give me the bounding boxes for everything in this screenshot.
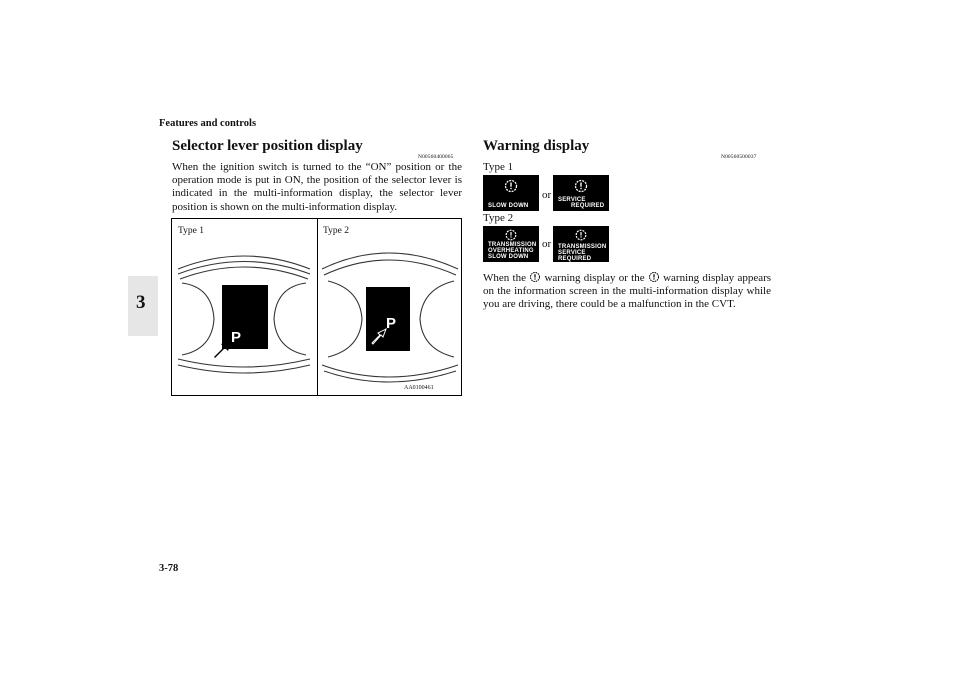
warning-type2-label: Type 2: [483, 212, 514, 224]
warning-code: N00560500037: [721, 154, 757, 160]
gear-warning-icon: [573, 177, 589, 197]
or-text-2: or: [542, 238, 552, 250]
selector-figure: [171, 218, 462, 396]
figure-code: AA0100461: [404, 385, 434, 391]
type2-gear-letter: P: [386, 315, 397, 332]
selector-code: N00560400065: [418, 154, 454, 160]
type1-gear-letter: P: [231, 329, 242, 346]
warning-body: When the warning display or the warning display appears on the information screen in the multi-information display while you are driving, there could be a malfunction in the CVT.: [483, 272, 772, 311]
gear-warning-icon: [503, 177, 519, 197]
warning-icon-transmission-overheating: TRANSMISSION OVERHEATING SLOW DOWN: [483, 226, 539, 262]
gear-warning-icon: [573, 228, 589, 242]
warning-type1-label: Type 1: [483, 161, 514, 173]
type1-arrow-icon: [210, 337, 234, 359]
warning-icon-transmission-service: TRANSMISSION SERVICE REQUIRED: [553, 226, 609, 262]
page-number: 3-78: [159, 563, 179, 574]
selector-body: When the ignition switch is turned to the “ON” position or the operation mode is put in ON, the position of the selector lever is indicated in the multi-information display, the selector lever position is shown on the multi-information display.: [172, 161, 462, 213]
running-header: Features and controls: [159, 118, 257, 129]
instrument-cluster-outline: [172, 219, 463, 397]
warning-icon-slow-down: SLOW DOWN: [483, 175, 539, 211]
figure-type2-label: Type 2: [323, 226, 349, 236]
type2-arrow-icon: [369, 326, 389, 346]
warning-icon-service-required: SERVICE REQUIRED: [553, 175, 609, 211]
warning-title: Warning display: [483, 138, 590, 154]
gear-warning-inline-icon: [648, 271, 660, 283]
gear-warning-inline-icon: [529, 271, 541, 283]
type2-display: [366, 287, 410, 351]
chapter-number: 3: [136, 292, 146, 313]
selector-title: Selector lever position display: [172, 138, 363, 154]
gear-warning-icon: [503, 228, 519, 242]
figure-type1-label: Type 1: [178, 226, 204, 236]
or-text-1: or: [542, 189, 552, 201]
